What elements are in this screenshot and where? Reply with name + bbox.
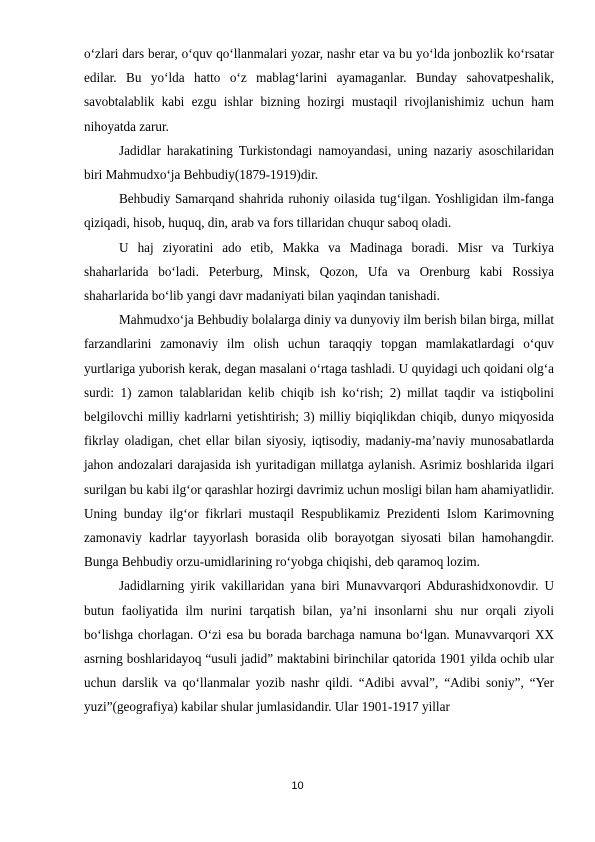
paragraph: Jadidlarning yirik vakillaridan yana biri Munavvarqori Abdurashidxonovdir. U butun faoliyatida ilm nurini tarqatish bilan, ya’ni insonlarni shu nur orqali ziyoli bo‘lishga chorlagan. O‘zi esa bu borada barchaga namuna bo‘lgan. Munavvarqori XX asrning boshlaridayoq “usuli jadid” maktabini birinchilar qatorida 1901 yilda ochib ular uchun darslik va qo‘llanmalar yozib nashr qildi. “Adibi avval”, “Adibi soniy”, “Yer yuzi”(geografiya) kabilar shular jumlasidandir. Ular 1901-1917 yillar	[84, 578, 554, 715]
document-body	[84, 42, 554, 720]
paragraph: o‘zlari dars berar, o‘quv qo‘llanmalari yozar, nashr etar va bu yo‘lda jonbozlik ko‘rsatar edilar. Bu yo‘lda hatto o‘z mablag‘larini ayamaganlar. Bunday sahovatpeshalik, savobtalablik kabi ezgu ishlar bizning hozirgi mustaqil rivojlanishimiz uchun ham nihoyatda zarur.	[84, 46, 554, 134]
paragraph: U haj ziyoratini ado etib, Makka va Madinaga boradi. Misr va Turkiya shaharlarida bo‘ladi. Peterburg, Minsk, Qozon, Ufa va Orenburg kabi Rossiya shaharlarida bo‘lib yangi davr madaniyati bilan yaqindan tanishadi.	[84, 239, 554, 304]
paragraph: Behbudiy Samarqand shahrida ruhoniy oilasida tug‘ilgan. Yoshligidan ilm-fanga qiziqadi, hisob, huquq, din, arab va fors tillaridan chuqur saboq oladi.	[84, 191, 554, 231]
page-number: 10	[291, 780, 304, 792]
paragraph: Mahmudxo‘ja Behbudiy bolalarga diniy va dunyoviy ilm berish bilan birga, millat farzandlarini zamonaviy ilm olish uchun taraqqiy topgan mamlakatlardagi o‘quv yurtlariga yuborish kerak, degan masalani o‘rtaga tashladi. U quyidagi uch qoidani olg‘a surdi: 1) zamon talablaridan kelib chiqib ish ko‘rish; 2) millat taqdir va istiqbolini belgilovchi milliy kadrlarni yetishtirish; 3) milliy biqiqlikdan chiqib, dunyo miqyosida fikrlay oladigan, chet ellar bilan siyosiy, iqtisodiy, madaniy-ma’naviy munosabatlarda jahon andozalari darajasida ish yuritadigan millatga aylanish. Asrimiz boshlarida ilgari surilgan bu kabi ilg‘or qarashlar hozirgi davrimiz uchun mosligi bilan ham ahamiyatlidir. Uning bunday ilg‘or fikrlari mustaqil Respublikamiz Prezidenti Islom Karimovning zamonaviy kadrlar tayyorlash borasida olib borayotgan siyosati bilan hamohangdir. Bunga Behbudiy orzu-umidlarining ro‘yobga chiqishi, deb qaramoq lozim.	[84, 312, 555, 570]
paragraph: Jadidlar harakatining Turkistondagi namoyandasi, uning nazariy asoschilaridan biri Mahmudxo‘ja Behbudiy(1879-1919)dir.	[84, 142, 554, 183]
